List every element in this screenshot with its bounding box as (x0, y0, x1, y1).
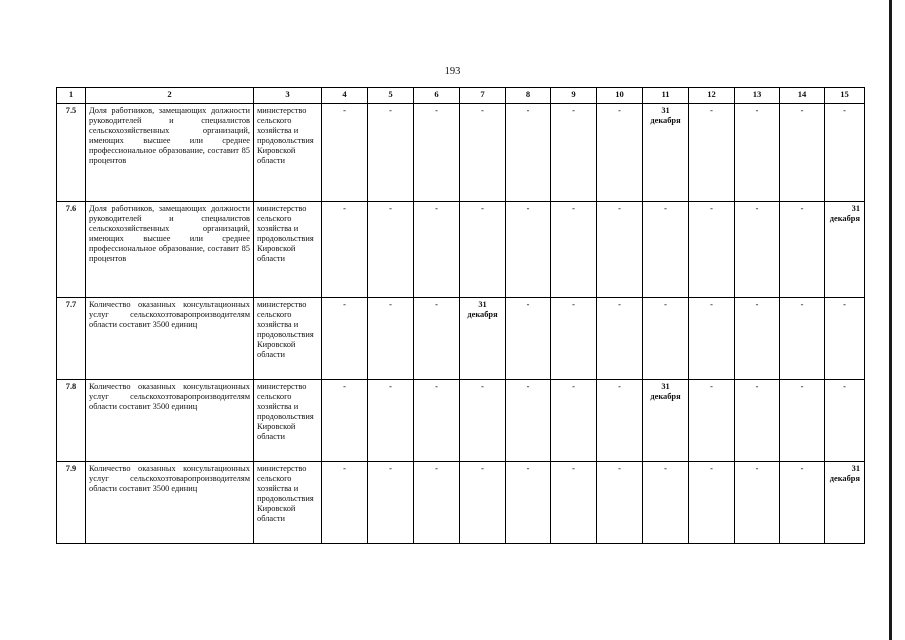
schedule-cell: - (643, 462, 689, 544)
schedule-cell: - (735, 380, 780, 462)
column-header: 1 (57, 88, 86, 104)
schedule-cell: - (780, 202, 825, 298)
row-number: 7.9 (57, 462, 86, 544)
responsible-organization: министерство сельского хозяйства и продовольствия Кировской области (254, 202, 322, 298)
schedule-cell: - (506, 104, 551, 202)
schedule-cell: - (597, 104, 643, 202)
schedule-cell: - (322, 202, 368, 298)
schedule-cell: 31 декабря (643, 380, 689, 462)
indicator-description: Количество оказанных консультационных услуг сельскохозтоваропроизводителям области составит 3500 единиц (86, 380, 254, 462)
table-row (57, 462, 865, 544)
column-header: 14 (780, 88, 825, 104)
schedule-cell: - (368, 104, 414, 202)
schedule-cell: - (322, 462, 368, 544)
schedule-table (56, 87, 865, 544)
schedule-cell: 31 декабря (825, 462, 865, 544)
schedule-cell: - (368, 462, 414, 544)
schedule-cell: - (322, 104, 368, 202)
schedule-cell: - (825, 380, 865, 462)
page-number: 193 (444, 66, 461, 77)
column-header: 6 (414, 88, 460, 104)
schedule-cell: - (414, 104, 460, 202)
schedule-cell: - (689, 298, 735, 380)
table-row (57, 298, 865, 380)
indicator-description: Доля работников, замещающих должности руководителей и специалистов сельскохозяйственных организаций, имеющих высшее или среднее профессиональное образование, составит 85 процентов (86, 104, 254, 202)
scan-edge-line (889, 0, 892, 640)
column-header: 5 (368, 88, 414, 104)
schedule-cell: - (643, 202, 689, 298)
schedule-cell: - (460, 380, 506, 462)
schedule-cell: - (460, 202, 506, 298)
indicator-description: Количество оказанных консультационных услуг сельскохозтоваропроизводителям области составит 3500 единиц (86, 298, 254, 380)
schedule-cell: 31 декабря (460, 298, 506, 380)
schedule-cell: - (460, 104, 506, 202)
indicator-description: Доля работников, замещающих должности руководителей и специалистов сельскохозяйственных организаций, имеющих высшее или среднее профессиональное образование, составит 85 процентов (86, 202, 254, 298)
table-row (57, 104, 865, 202)
column-header: 8 (506, 88, 551, 104)
column-header: 2 (86, 88, 254, 104)
column-header: 9 (551, 88, 597, 104)
schedule-cell: - (735, 104, 780, 202)
indicator-description: Количество оказанных консультационных услуг сельскохозтоваропроизводителям области составит 3500 единиц (86, 462, 254, 544)
schedule-cell: - (322, 380, 368, 462)
column-header: 13 (735, 88, 780, 104)
column-header: 3 (254, 88, 322, 104)
schedule-cell: - (368, 202, 414, 298)
schedule-cell: - (368, 298, 414, 380)
responsible-organization: министерство сельского хозяйства и продовольствия Кировской области (254, 298, 322, 380)
schedule-cell: - (414, 380, 460, 462)
schedule-cell: - (780, 380, 825, 462)
schedule-cell: - (414, 202, 460, 298)
schedule-cell: - (643, 298, 689, 380)
schedule-cell: - (597, 298, 643, 380)
column-header: 11 (643, 88, 689, 104)
schedule-cell: - (506, 202, 551, 298)
responsible-organization: министерство сельского хозяйства и продовольствия Кировской области (254, 104, 322, 202)
schedule-cell: - (322, 298, 368, 380)
schedule-cell: - (689, 104, 735, 202)
row-number: 7.8 (57, 380, 86, 462)
schedule-cell: - (414, 298, 460, 380)
schedule-cell: 31 декабря (643, 104, 689, 202)
table-row (57, 202, 865, 298)
schedule-cell: - (689, 380, 735, 462)
responsible-organization: министерство сельского хозяйства и продовольствия Кировской области (254, 380, 322, 462)
responsible-organization: министерство сельского хозяйства и продовольствия Кировской области (254, 462, 322, 544)
schedule-cell: - (689, 462, 735, 544)
schedule-cell: - (551, 104, 597, 202)
schedule-cell: - (551, 462, 597, 544)
header-row (57, 88, 865, 104)
row-number: 7.6 (57, 202, 86, 298)
row-number: 7.7 (57, 298, 86, 380)
schedule-cell: - (506, 462, 551, 544)
column-header: 4 (322, 88, 368, 104)
table-row (57, 380, 865, 462)
schedule-cell: - (780, 298, 825, 380)
schedule-cell: - (597, 462, 643, 544)
schedule-cell: - (735, 202, 780, 298)
schedule-cell: - (506, 380, 551, 462)
column-header: 12 (689, 88, 735, 104)
schedule-cell: - (597, 202, 643, 298)
schedule-cell: - (780, 462, 825, 544)
schedule-cell: 31 декабря (825, 202, 865, 298)
schedule-cell: - (825, 298, 865, 380)
column-header: 10 (597, 88, 643, 104)
column-header: 7 (460, 88, 506, 104)
schedule-cell: - (460, 462, 506, 544)
schedule-cell: - (368, 380, 414, 462)
schedule-cell: - (414, 462, 460, 544)
schedule-cell: - (551, 298, 597, 380)
schedule-cell: - (735, 298, 780, 380)
schedule-cell: - (506, 298, 551, 380)
schedule-cell: - (825, 104, 865, 202)
row-number: 7.5 (57, 104, 86, 202)
schedule-cell: - (551, 202, 597, 298)
schedule-cell: - (551, 380, 597, 462)
schedule-cell: - (735, 462, 780, 544)
schedule-cell: - (689, 202, 735, 298)
schedule-cell: - (597, 380, 643, 462)
column-header: 15 (825, 88, 865, 104)
schedule-cell: - (780, 104, 825, 202)
